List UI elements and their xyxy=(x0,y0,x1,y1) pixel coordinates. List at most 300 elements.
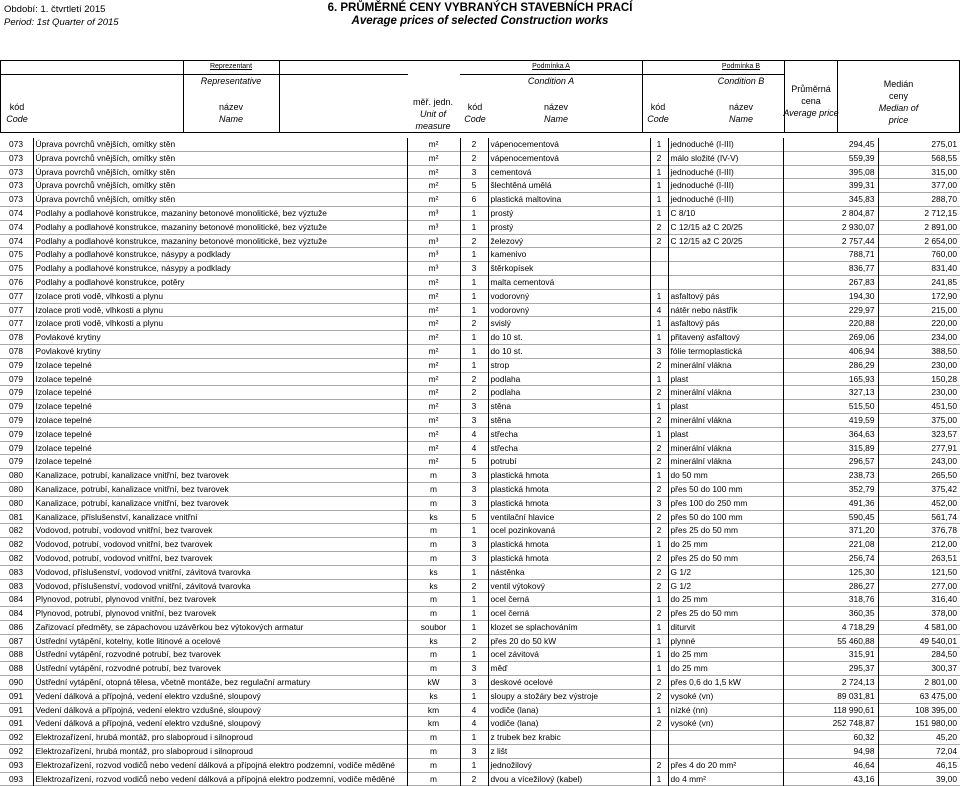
row-condA-name: přes 20 do 50 kW xyxy=(488,634,650,648)
row-name: Izolace tepelné xyxy=(33,413,407,427)
row-median-price: 375,42 xyxy=(878,482,960,496)
row-condB-code: 2 xyxy=(650,676,668,690)
row-code: 075 xyxy=(9,263,23,274)
row-unit: m² xyxy=(407,289,460,303)
row-median-price: 376,78 xyxy=(878,524,960,538)
row-avg-price: 194,30 xyxy=(783,289,878,303)
row-median-price: 323,57 xyxy=(878,427,960,441)
row-condB-name: G 1/2 xyxy=(668,565,783,579)
row-code: 077 xyxy=(9,290,23,301)
table-row xyxy=(0,179,960,193)
row-unit: ks xyxy=(407,689,460,703)
table-row xyxy=(0,151,960,165)
row-condA-name: deskové ocelové xyxy=(488,676,650,690)
row-condA-code: 1 xyxy=(460,206,488,220)
row-condB-code: 2 xyxy=(650,524,668,538)
row-median-price: 243,00 xyxy=(878,455,960,469)
row-unit: m xyxy=(407,758,460,772)
row-condA-code: 2 xyxy=(460,151,488,165)
row-condB-code: 2 xyxy=(650,510,668,524)
row-name: Úprava povrchů vnějších, omítky stěn xyxy=(33,179,407,193)
row-condA-code: 4 xyxy=(460,441,488,455)
row-name: Kanalizace, potrubí, kanalizace vnitřní, bez tvarovek xyxy=(33,469,407,483)
row-code: 088 xyxy=(9,649,23,660)
table-row xyxy=(0,331,960,345)
table-row xyxy=(0,317,960,331)
row-code: 084 xyxy=(9,608,23,619)
row-condB-name: minerální vlákna xyxy=(668,455,783,469)
row-avg-price: 295,37 xyxy=(783,662,878,676)
row-condB-name: přes 50 do 100 mm xyxy=(668,482,783,496)
row-condB-name: do 25 mm xyxy=(668,662,783,676)
row-code: 091 xyxy=(9,704,23,715)
row-condB-name: přes 25 do 50 mm xyxy=(668,524,783,538)
row-avg-price: 296,57 xyxy=(783,455,878,469)
row-condA-name: plastická hmota xyxy=(488,496,650,510)
row-median-price: 72,04 xyxy=(878,745,960,759)
row-name: Podlahy a podlahové konstrukce, potěry xyxy=(33,275,407,289)
row-code: 081 xyxy=(9,511,23,522)
row-median-price: 831,40 xyxy=(878,262,960,276)
row-code: 074 xyxy=(9,221,23,232)
row-condB-code: 1 xyxy=(650,469,668,483)
row-condA-name: vápenocementová xyxy=(488,151,650,165)
row-unit: m² xyxy=(407,427,460,441)
row-condB-name: vysoké (vn) xyxy=(668,689,783,703)
row-unit: m xyxy=(407,648,460,662)
row-name: Vodovod, příslušenství, vodovod vnitřní, závitová tvarovka xyxy=(33,565,407,579)
row-name: Plynovod, potrubí, plynovod vnitřní, bez tvarovek xyxy=(33,593,407,607)
table-header xyxy=(0,60,960,133)
table-row xyxy=(0,165,960,179)
row-condA-code: 3 xyxy=(460,469,488,483)
row-condA-code: 1 xyxy=(460,648,488,662)
col-codeB-en: Code xyxy=(647,114,669,124)
row-code: 092 xyxy=(9,732,23,743)
row-condA-code: 1 xyxy=(460,689,488,703)
row-condB-code: 1 xyxy=(650,400,668,414)
row-name: Izolace tepelné xyxy=(33,427,407,441)
row-condA-name: stěna xyxy=(488,400,650,414)
row-condA-code: 2 xyxy=(460,138,488,151)
row-condA-name: strop xyxy=(488,358,650,372)
row-condB-name: minerální vlákna xyxy=(668,358,783,372)
row-condB-code: 1 xyxy=(650,179,668,193)
rep-label: Representative xyxy=(200,76,262,86)
row-condB-name: plast xyxy=(668,400,783,414)
row-condB-name: C 12/15 až C 20/25 xyxy=(668,234,783,248)
row-name: Úprava povrchů vnějších, omítky stěn xyxy=(33,138,407,151)
row-name: Izolace proti vodě, vlhkosti a plynu xyxy=(33,303,407,317)
row-median-price: 230,00 xyxy=(878,386,960,400)
row-condB-code: 1 xyxy=(650,620,668,634)
row-condB-name: jednoduché (I-III) xyxy=(668,193,783,207)
row-condB-name xyxy=(668,262,783,276)
table-row xyxy=(0,745,960,759)
row-condB-name: do 50 mm xyxy=(668,469,783,483)
row-name: Elektrozařízení, hrubá montáž, pro slaboproud i silnoproud xyxy=(33,745,407,759)
row-avg-price: 294,45 xyxy=(783,138,878,151)
row-condA-name: šlechtěná umělá xyxy=(488,179,650,193)
row-condA-name: plastická hmota xyxy=(488,482,650,496)
table-row xyxy=(0,220,960,234)
row-condB-name: jednoduché (I-III) xyxy=(668,138,783,151)
row-condA-name: ocel závitová xyxy=(488,648,650,662)
condB-label: Condition B xyxy=(717,76,765,86)
row-condA-code: 1 xyxy=(460,248,488,262)
row-unit: m² xyxy=(407,317,460,331)
col-nameB-cz: název xyxy=(728,102,754,112)
row-name: Podlahy a podlahové konstrukce, mazaniny betonové monolitické, bez výztuže xyxy=(33,220,407,234)
row-median-price: 150,28 xyxy=(878,372,960,386)
row-median-price: 288,70 xyxy=(878,193,960,207)
row-code: 093 xyxy=(9,759,23,770)
row-condA-code: 1 xyxy=(460,731,488,745)
row-avg-price: 286,29 xyxy=(783,358,878,372)
row-name: Izolace tepelné xyxy=(33,358,407,372)
row-code: 092 xyxy=(9,746,23,757)
row-condB-code: 1 xyxy=(650,427,668,441)
row-avg-price: 55 460,88 xyxy=(783,634,878,648)
col-avg-cz2: cena xyxy=(801,96,821,106)
row-median-price: 39,00 xyxy=(878,772,960,786)
row-median-price: 760,00 xyxy=(878,248,960,262)
row-unit: m² xyxy=(407,413,460,427)
row-condA-name: ocel černá xyxy=(488,607,650,621)
row-condB-name: do 25 mm xyxy=(668,593,783,607)
row-name: Izolace tepelné xyxy=(33,441,407,455)
row-condB-name: plast xyxy=(668,427,783,441)
row-unit: m xyxy=(407,745,460,759)
row-unit: m³ xyxy=(407,234,460,248)
col-med-en2: price xyxy=(888,115,909,125)
row-name: Ústřední vytápění, otopná tělesa, včetně montáže, bez regulační armatury xyxy=(33,676,407,690)
row-median-price: 275,01 xyxy=(878,138,960,151)
col-avg-cz1: Průměrná xyxy=(791,84,831,94)
row-condB-name xyxy=(668,745,783,759)
row-code: 088 xyxy=(9,663,23,674)
row-name: Povlakové krytiny xyxy=(33,344,407,358)
row-unit: m² xyxy=(407,193,460,207)
page-subtitle: Average prices of selected Construction works xyxy=(351,15,609,27)
row-avg-price: 515,50 xyxy=(783,400,878,414)
table-row xyxy=(0,662,960,676)
row-median-price: 212,00 xyxy=(878,538,960,552)
row-unit: m² xyxy=(407,303,460,317)
table-row xyxy=(0,551,960,565)
col-med-en1: Median of xyxy=(878,103,919,113)
row-avg-price: 220,88 xyxy=(783,317,878,331)
row-median-price: 46,15 xyxy=(878,758,960,772)
row-condA-code: 2 xyxy=(460,234,488,248)
row-condB-name xyxy=(668,731,783,745)
row-condB-code: 1 xyxy=(650,317,668,331)
row-unit: soubor xyxy=(407,620,460,634)
row-avg-price: 256,74 xyxy=(783,551,878,565)
row-condA-code: 3 xyxy=(460,165,488,179)
row-avg-price: 590,45 xyxy=(783,510,878,524)
row-condA-name: dvou a vícežilový (kabel) xyxy=(488,772,650,786)
row-avg-price: 318,76 xyxy=(783,593,878,607)
page-title: 6. PRŮMĚRNÉ CENY VYBRANÝCH STAVEBNÍCH PRACÍ xyxy=(327,2,633,14)
table-row xyxy=(0,496,960,510)
row-unit: m² xyxy=(407,400,460,414)
row-condA-code: 6 xyxy=(460,193,488,207)
row-code: 091 xyxy=(9,690,23,701)
row-median-price: 121,50 xyxy=(878,565,960,579)
row-condA-code: 3 xyxy=(460,413,488,427)
row-median-price: 108 395,00 xyxy=(878,703,960,717)
row-condA-name: podlaha xyxy=(488,386,650,400)
row-unit: m³ xyxy=(407,262,460,276)
row-median-price: 375,00 xyxy=(878,413,960,427)
row-name: Vodovod, příslušenství, vodovod vnitřní, závitová tvarovka xyxy=(33,579,407,593)
row-condB-code: 2 xyxy=(650,717,668,731)
row-condA-code: 1 xyxy=(460,275,488,289)
row-code: 079 xyxy=(9,401,23,412)
rep-small: Reprezentant xyxy=(209,63,253,70)
row-code: 073 xyxy=(9,139,23,149)
row-unit: m² xyxy=(407,138,460,151)
row-median-price: 215,00 xyxy=(878,303,960,317)
row-condA-name: malta cementová xyxy=(488,275,650,289)
row-condB-name: asfaltový pás xyxy=(668,317,783,331)
row-code: 082 xyxy=(9,539,23,550)
row-code: 086 xyxy=(9,621,23,632)
row-unit: m xyxy=(407,593,460,607)
row-condA-name: kamenivo xyxy=(488,248,650,262)
row-condA-name: ventilační hlavice xyxy=(488,510,650,524)
row-avg-price: 788,71 xyxy=(783,248,878,262)
row-condB-code: 2 xyxy=(650,234,668,248)
row-condB-code: 4 xyxy=(650,303,668,317)
row-avg-price: 559,39 xyxy=(783,151,878,165)
row-code: 082 xyxy=(9,525,23,536)
row-name: Ústřední vytápění, rozvodné potrubí, bez tvarovek xyxy=(33,648,407,662)
table-row xyxy=(0,262,960,276)
row-condA-name: jednožilový xyxy=(488,758,650,772)
row-condB-code: 1 xyxy=(650,138,668,151)
row-code: 073 xyxy=(9,152,23,163)
row-condA-name: železový xyxy=(488,234,650,248)
row-condB-code: 2 xyxy=(650,565,668,579)
row-condA-name: do 10 st. xyxy=(488,344,650,358)
row-unit: ks xyxy=(407,579,460,593)
row-code: 084 xyxy=(9,594,23,605)
row-condA-name: z lišt xyxy=(488,745,650,759)
row-median-price: 49 540,01 xyxy=(878,634,960,648)
row-condA-code: 2 xyxy=(460,634,488,648)
row-condB-name: do 25 mm xyxy=(668,648,783,662)
row-condB-name: minerální vlákna xyxy=(668,386,783,400)
col-nameA-cz: název xyxy=(543,102,569,112)
row-condB-name: jednoduché (I-III) xyxy=(668,165,783,179)
row-unit: m² xyxy=(407,358,460,372)
row-median-price: 377,00 xyxy=(878,179,960,193)
row-condA-name: prostý xyxy=(488,220,650,234)
row-avg-price: 395,08 xyxy=(783,165,878,179)
col-nameB-en: Name xyxy=(728,114,753,124)
table-row xyxy=(0,579,960,593)
row-condA-code: 3 xyxy=(460,676,488,690)
row-unit: m² xyxy=(407,386,460,400)
row-code: 076 xyxy=(9,276,23,287)
row-condB-code: 2 xyxy=(650,386,668,400)
row-condB-name: fólie termoplastická xyxy=(668,344,783,358)
row-unit: m³ xyxy=(407,248,460,262)
row-avg-price: 371,20 xyxy=(783,524,878,538)
table-row xyxy=(0,758,960,772)
row-code: 073 xyxy=(9,166,23,177)
row-unit: m² xyxy=(407,179,460,193)
row-name: Vedení dálková a přípojná, vedení elektro vzdušné, sloupový xyxy=(33,717,407,731)
col-unit-en2: measure xyxy=(415,121,451,131)
row-condA-code: 1 xyxy=(460,303,488,317)
row-name: Kanalizace, potrubí, kanalizace vnitřní, bez tvarovek xyxy=(33,496,407,510)
row-median-price: 315,00 xyxy=(878,165,960,179)
row-code: 091 xyxy=(9,718,23,729)
row-name: Zařizovací předměty, se zápachovou uzávěrkou bez výtokových armatur xyxy=(33,620,407,634)
row-condA-name: plastická maltovina xyxy=(488,193,650,207)
row-condB-code: 3 xyxy=(650,344,668,358)
row-name: Povlakové krytiny xyxy=(33,331,407,345)
condA-label: Condition A xyxy=(527,76,575,86)
row-condB-code: 1 xyxy=(650,289,668,303)
row-name: Podlahy a podlahové konstrukce, mazaniny betonové monolitické, bez výztuže xyxy=(33,206,407,220)
table-row xyxy=(0,234,960,248)
table-row xyxy=(0,469,960,483)
row-condB-name: přes 25 do 50 mm xyxy=(668,607,783,621)
row-median-price: 277,00 xyxy=(878,579,960,593)
row-condB-name: přes 100 do 250 mm xyxy=(668,496,783,510)
row-avg-price: 165,93 xyxy=(783,372,878,386)
row-median-price: 568,55 xyxy=(878,151,960,165)
row-condA-name: cementová xyxy=(488,165,650,179)
row-condA-code: 1 xyxy=(460,524,488,538)
condB-small: Podmínka B xyxy=(721,63,761,70)
row-condB-name: vysoké (vn) xyxy=(668,717,783,731)
row-condB-code xyxy=(650,731,668,745)
row-condA-code: 3 xyxy=(460,400,488,414)
row-condB-code xyxy=(650,248,668,262)
table-row xyxy=(0,676,960,690)
col-codeA-cz: kód xyxy=(467,102,483,112)
row-name: Vodovod, potrubí, vodovod vnitřní, bez tvarovek xyxy=(33,538,407,552)
row-condA-code: 1 xyxy=(460,358,488,372)
row-condA-code: 2 xyxy=(460,317,488,331)
row-unit: km xyxy=(407,703,460,717)
row-condA-name: vodorovný xyxy=(488,289,650,303)
row-condB-name: do 4 mm² xyxy=(668,772,783,786)
row-condB-code: 2 xyxy=(650,482,668,496)
row-avg-price: 286,27 xyxy=(783,579,878,593)
table-row xyxy=(0,482,960,496)
row-condB-code: 2 xyxy=(650,551,668,565)
row-name: Izolace tepelné xyxy=(33,386,407,400)
row-median-price: 316,40 xyxy=(878,593,960,607)
row-unit: m xyxy=(407,524,460,538)
row-condB-name: plast xyxy=(668,372,783,386)
row-median-price: 4 581,00 xyxy=(878,620,960,634)
price-table xyxy=(0,138,960,786)
row-condB-name: C 12/15 až C 20/25 xyxy=(668,220,783,234)
row-condA-code: 1 xyxy=(460,289,488,303)
row-unit: m xyxy=(407,662,460,676)
row-condB-name: přes 25 do 50 mm xyxy=(668,551,783,565)
row-unit: m xyxy=(407,607,460,621)
row-code: 079 xyxy=(9,373,23,384)
row-condA-name: ventil výtokový xyxy=(488,579,650,593)
table-row xyxy=(0,372,960,386)
table-row xyxy=(0,427,960,441)
row-code: 082 xyxy=(9,552,23,563)
row-name: Izolace tepelné xyxy=(33,372,407,386)
row-median-price: 220,00 xyxy=(878,317,960,331)
row-code: 074 xyxy=(9,235,23,246)
row-condB-code: 2 xyxy=(650,607,668,621)
row-median-price: 151 980,00 xyxy=(878,717,960,731)
row-condA-code: 4 xyxy=(460,703,488,717)
row-name: Izolace proti vodě, vlhkosti a plynu xyxy=(33,317,407,331)
table-row xyxy=(0,593,960,607)
row-name: Izolace tepelné xyxy=(33,455,407,469)
row-median-price: 263,51 xyxy=(878,551,960,565)
row-code: 073 xyxy=(9,180,23,191)
row-condA-code: 4 xyxy=(460,717,488,731)
col-codeB-cz: kód xyxy=(650,102,666,112)
row-code: 080 xyxy=(9,470,23,481)
row-unit: m xyxy=(407,772,460,786)
row-code: 079 xyxy=(9,442,23,453)
row-condA-code: 2 xyxy=(460,386,488,400)
row-median-price: 172,90 xyxy=(878,289,960,303)
row-avg-price: 43,16 xyxy=(783,772,878,786)
row-condA-name: potrubí xyxy=(488,455,650,469)
row-median-price: 45,20 xyxy=(878,731,960,745)
table-row xyxy=(0,620,960,634)
row-condB-code: 1 xyxy=(650,331,668,345)
row-median-price: 265,50 xyxy=(878,469,960,483)
row-name: Elektrozařízení, rozvod vodičů nebo vedení dálková a přípojná elektro podzemní, vodiče měděné xyxy=(33,772,407,786)
row-code: 080 xyxy=(9,483,23,494)
row-condA-name: ocel pozinkovaná xyxy=(488,524,650,538)
table-row xyxy=(0,413,960,427)
row-condB-name: C 8/10 xyxy=(668,206,783,220)
row-condA-code: 1 xyxy=(460,607,488,621)
row-condB-code: 2 xyxy=(650,758,668,772)
row-condB-code: 1 xyxy=(650,372,668,386)
row-name: Plynovod, potrubí, plynovod vnitřní, bez tvarovek xyxy=(33,607,407,621)
col-nameA-en: Name xyxy=(543,114,568,124)
row-median-price: 452,00 xyxy=(878,496,960,510)
row-condA-name: stěna xyxy=(488,413,650,427)
row-condA-name: štěrkopísek xyxy=(488,262,650,276)
row-condA-code: 3 xyxy=(460,262,488,276)
row-condB-name xyxy=(668,275,783,289)
table-row xyxy=(0,717,960,731)
table-row xyxy=(0,689,960,703)
row-name: Kanalizace, potrubí, kanalizace vnitřní, bez tvarovek xyxy=(33,482,407,496)
row-median-price: 388,50 xyxy=(878,344,960,358)
row-unit: m xyxy=(407,496,460,510)
row-unit: ks xyxy=(407,634,460,648)
table-row xyxy=(0,138,960,151)
table-row xyxy=(0,289,960,303)
row-condB-name: G 1/2 xyxy=(668,579,783,593)
row-avg-price: 94,98 xyxy=(783,745,878,759)
row-unit: m² xyxy=(407,165,460,179)
row-avg-price: 60,32 xyxy=(783,731,878,745)
